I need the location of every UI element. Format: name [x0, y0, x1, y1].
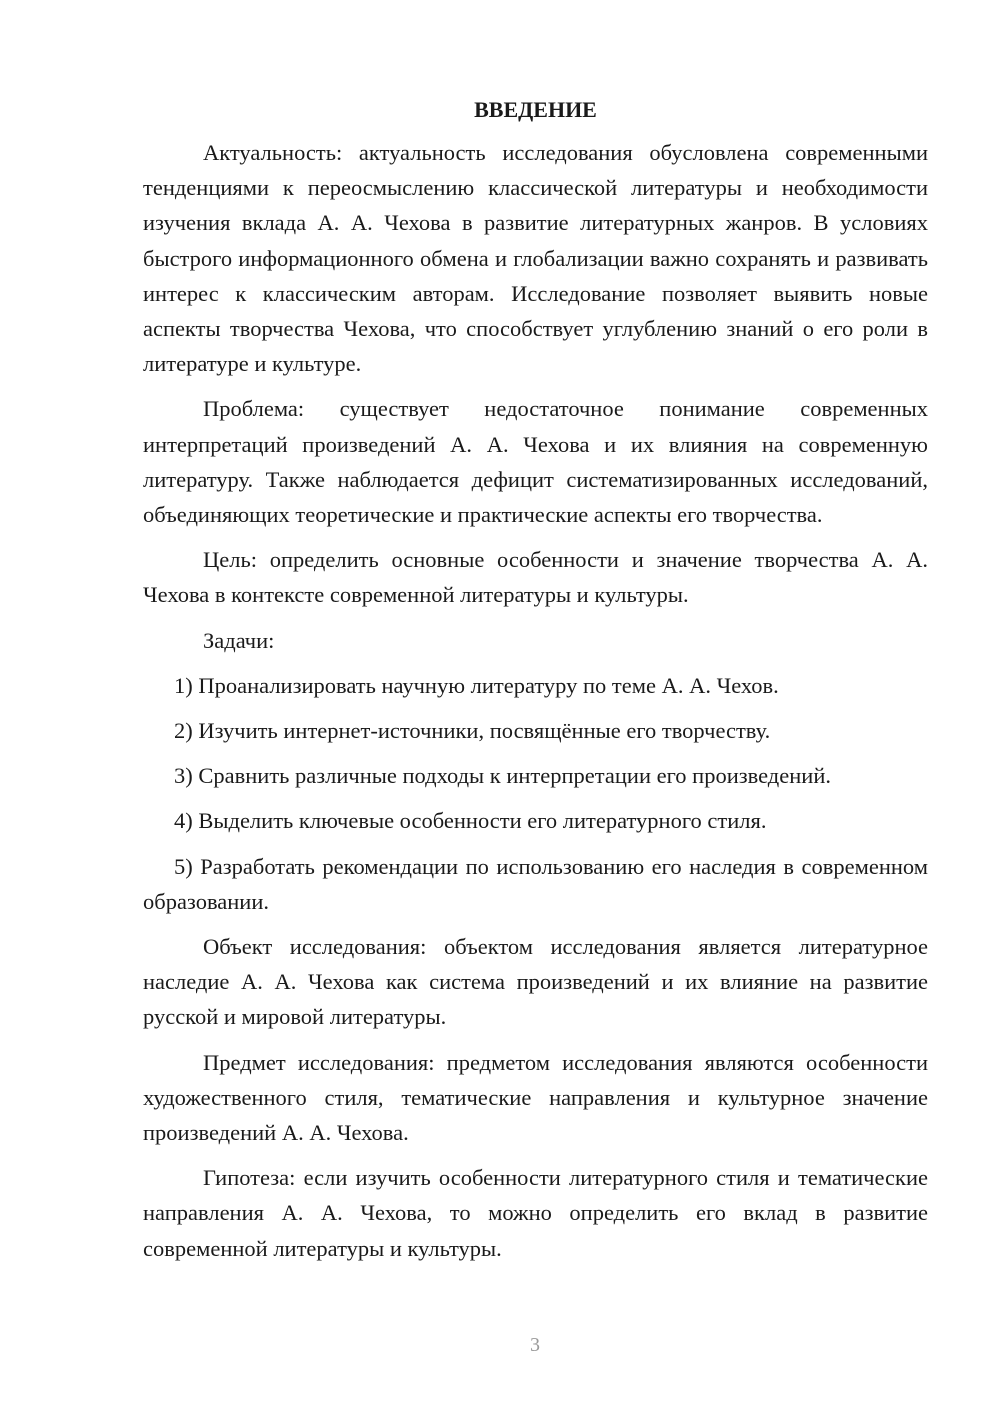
hypothesis-paragraph: Гипотеза: если изучить особенности литературного стиля и тематические направления А. А. Чехова, то можно определить его вклад в развитие современной литературы и культуры. [143, 1165, 928, 1261]
problem-paragraph: Проблема: существует недостаточное понимание современных интерпретаций произведений А. А. Чехова и их влияния на современную литературу. Также наблюдается дефицит систематизированных исследований, объединяющих теоретические и практические аспекты его творчества. [143, 396, 928, 528]
tasks-label: Задачи: [203, 627, 275, 653]
task-item-1: 1) Проанализировать научную литературу по теме А. А. Чехов. [174, 672, 779, 698]
goal-paragraph: Цель: определить основные особенности и значение творчества А. А. Чехова в контексте современной литературы и культуры. [143, 547, 928, 608]
document-page [143, 92, 928, 1266]
page-number: 3 [530, 1334, 540, 1356]
page-title: ВВЕДЕНИЕ [474, 97, 597, 122]
subject-paragraph: Предмет исследования: предметом исследования являются особенности художественного стиля, тематические направления и культурное значение произведений А. А. Чехова. [143, 1049, 928, 1146]
task-item-5: 5) Разработать рекомендации по использованию его наследия в современном образовании. [143, 853, 928, 914]
relevance-paragraph: Актуальность: актуальность исследования обусловлена современными тенденциями к переосмыслению классической литературы и необходимости изучения вклада А. А. Чехова в развитие литературных жанров. В условиях быстрого информационного обмена и глобализации важно сохранять и развивать интерес к классическим авторам. Исследование позволяет выявить новые аспекты творчества Чехова, что способствует углублению знаний о его роли в литературе и культуре. [143, 140, 928, 377]
object-paragraph: Объект исследования: объектом исследования является литературное наследие А. А. Чехова как система произведений и их влияние на развитие русской и мировой литературы. [143, 934, 928, 1030]
task-item-4: 4) Выделить ключевые особенности его литературного стиля. [174, 808, 767, 834]
task-item-3: 3) Сравнить различные подходы к интерпретации его произведений. [174, 763, 831, 789]
task-item-2: 2) Изучить интернет-источники, посвящённые его творчеству. [174, 718, 771, 744]
